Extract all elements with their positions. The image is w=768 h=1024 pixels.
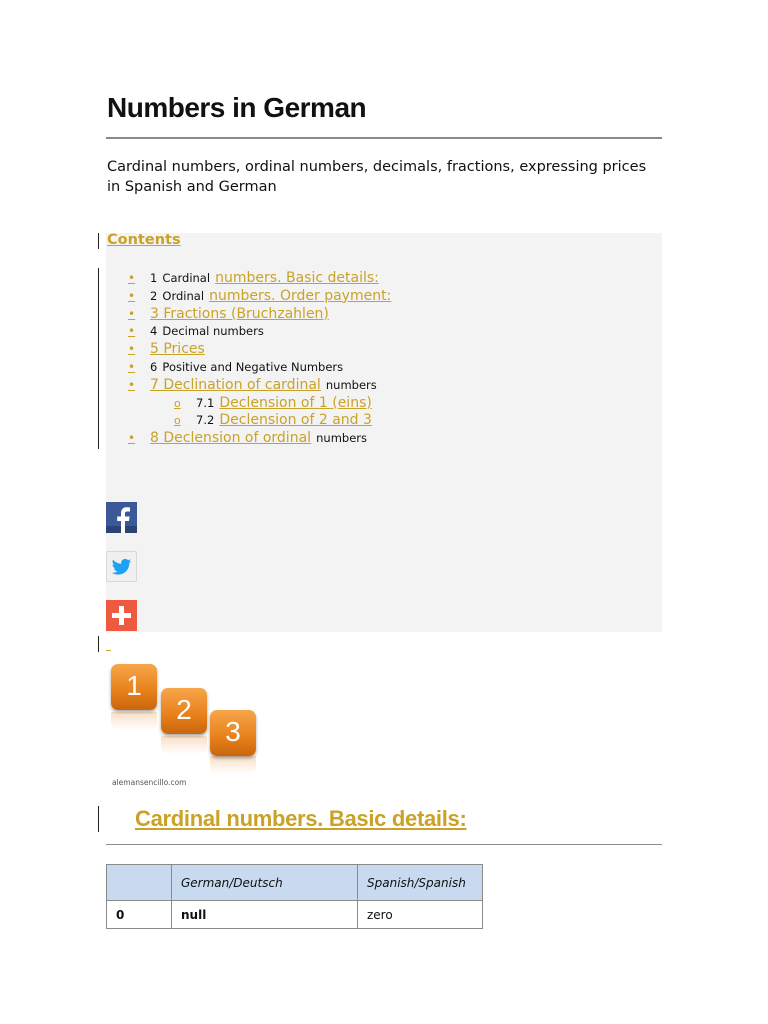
- toc-item-link[interactable]: 7 Declination of cardinal: [150, 376, 321, 393]
- toc-item-2[interactable]: [128, 286, 391, 304]
- table-header-cell: German/Deutsch: [172, 865, 358, 901]
- bullet-icon: •: [128, 377, 136, 392]
- toc-item-pre: Cardinal: [162, 271, 211, 285]
- toc-heading-marker: [98, 233, 99, 249]
- table-header-row: [107, 865, 483, 901]
- bullet-icon: •: [128, 306, 136, 321]
- numbers-illustration: [106, 658, 266, 778]
- bullet-icon: •: [128, 288, 136, 303]
- plus-icon: [106, 600, 137, 631]
- toc-item-post: numbers: [316, 431, 368, 446]
- toc-item-link[interactable]: Declension of 2 and 3: [219, 412, 372, 429]
- image-marker: [98, 636, 99, 652]
- toc-list-marker: [98, 268, 99, 449]
- toc-item-6[interactable]: [128, 357, 391, 375]
- toc-item-num: 6: [150, 359, 158, 374]
- bullet-icon: •: [128, 431, 136, 446]
- numbers-table: [106, 864, 483, 929]
- toc-item-7[interactable]: [128, 375, 391, 393]
- number-cube-3: 3: [210, 710, 256, 756]
- toc-item-3[interactable]: [128, 304, 391, 322]
- table-row: [107, 901, 483, 929]
- bullet-icon: •: [128, 342, 136, 357]
- table-cell-spanish: zero: [358, 901, 483, 929]
- toc-item-num: 7.1: [196, 395, 215, 410]
- toc-heading[interactable]: Contents: [107, 232, 181, 248]
- bullet-icon: •: [128, 271, 136, 285]
- sub-bullet-icon: o: [174, 396, 181, 410]
- twitter-share-button[interactable]: [106, 551, 137, 582]
- toc-subitem-7-2[interactable]: [128, 410, 391, 428]
- toc-item-link[interactable]: numbers. Basic details:: [215, 270, 379, 286]
- toc-item-pre: Ordinal: [162, 288, 205, 303]
- section-heading[interactable]: Cardinal numbers. Basic details:: [135, 806, 467, 831]
- table-cell-german: null: [172, 901, 358, 929]
- toc-item-4[interactable]: [128, 321, 391, 339]
- share-more-button[interactable]: [106, 600, 137, 631]
- toc-item-link[interactable]: 5 Prices: [150, 341, 205, 358]
- image-watermark: alemansencillo.com: [112, 778, 187, 787]
- cube-reflection: [161, 736, 207, 754]
- toc-item-link[interactable]: 3 Fractions (Bruchzahlen): [150, 305, 329, 322]
- toc-item-link[interactable]: 8 Declension of ordinal: [150, 430, 312, 447]
- toc-item-num: 1: [150, 271, 158, 285]
- twitter-icon: [107, 552, 136, 581]
- cube-reflection: [111, 712, 157, 730]
- page-title: Numbers in German: [107, 92, 367, 123]
- number-cube-2: 2: [161, 688, 207, 734]
- toc-item-num: 2: [150, 288, 158, 303]
- title-divider: [106, 137, 662, 139]
- toc-item-pre: Decimal numbers: [162, 324, 264, 339]
- toc-item-1[interactable]: [128, 268, 391, 286]
- intro-text: Cardinal numbers, ordinal numbers, decimals, fractions, expressing prices in Spanish and German: [107, 159, 647, 195]
- sub-bullet-icon: o: [174, 414, 181, 428]
- cube-reflection: [210, 756, 256, 774]
- toc-item-num: 7.2: [196, 413, 215, 428]
- table-cell-number: 0: [107, 901, 172, 929]
- table-header-cell: [107, 865, 172, 901]
- toc-item-link[interactable]: numbers. Order payment:: [209, 287, 392, 304]
- toc-subitem-7-1[interactable]: [128, 393, 391, 411]
- bullet-icon: •: [128, 324, 136, 339]
- image-link-marker[interactable]: [106, 650, 111, 651]
- toc-item-link[interactable]: Declension of 1 (eins): [219, 394, 372, 411]
- number-cube-1: 1: [111, 664, 157, 710]
- toc-item-8[interactable]: [128, 428, 391, 446]
- bullet-icon: •: [128, 359, 136, 374]
- section-marker: [98, 806, 99, 832]
- facebook-icon: [106, 502, 137, 533]
- toc-item-pre: Positive and Negative Numbers: [162, 359, 344, 374]
- toc-list: [128, 268, 391, 446]
- toc-item-5[interactable]: [128, 339, 391, 357]
- section-divider: [106, 844, 662, 845]
- table-header-cell: Spanish/Spanish: [358, 865, 483, 901]
- facebook-share-button[interactable]: [106, 502, 137, 533]
- toc-item-post: numbers: [325, 377, 377, 392]
- toc-item-num: 4: [150, 324, 158, 339]
